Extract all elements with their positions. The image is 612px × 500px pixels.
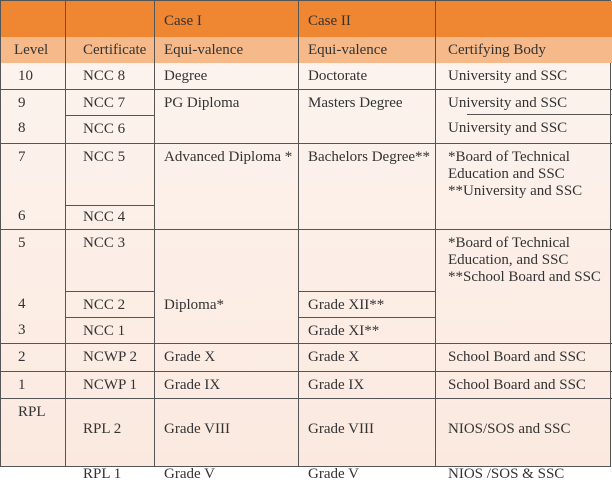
level-cell: RPL bbox=[1, 398, 66, 467]
certifying-body-cell: School Board and SSC bbox=[435, 343, 612, 371]
case2-cell: Doctorate bbox=[298, 63, 436, 89]
case2-line: Grade VIII bbox=[308, 421, 374, 437]
case2-cell: Grade XII** bbox=[298, 291, 436, 317]
certifying-body-cell: University and SSC bbox=[435, 89, 612, 115]
partial-divider bbox=[467, 114, 612, 115]
certifying-body-cell bbox=[435, 398, 612, 482]
header-case-1: Case I bbox=[154, 1, 299, 37]
certificate-cell: NCC 6 bbox=[65, 115, 155, 143]
header-blank-1 bbox=[1, 1, 66, 37]
certifying-body-cell: *Board of Technical Education, and SSC **School Board and SSC bbox=[435, 229, 612, 343]
level-cell: 8 bbox=[18, 120, 26, 136]
header-blank-2 bbox=[65, 1, 155, 37]
case2-cell: Grade X bbox=[298, 343, 436, 371]
case2-cell bbox=[298, 398, 436, 482]
level-cell: 7 bbox=[1, 143, 66, 205]
case2-cell: Bachelors Degree** bbox=[298, 143, 436, 229]
certificate-cell bbox=[65, 398, 155, 482]
certifying-body-cell: School Board and SSC bbox=[435, 371, 612, 398]
header-blank-5 bbox=[435, 1, 612, 37]
level-cell: 5 bbox=[1, 229, 66, 291]
certificate-cell: NCWP 2 bbox=[65, 343, 155, 371]
case1-cell: Grade X bbox=[154, 343, 299, 371]
case2-cell: Masters Degree bbox=[298, 89, 436, 143]
level-cell: 4 bbox=[18, 296, 26, 312]
certificate-cell: NCC 2 bbox=[65, 291, 155, 317]
case1-line: Grade V bbox=[164, 466, 215, 482]
header-certificate: Certificate bbox=[65, 37, 155, 63]
case1-cell: Diploma* bbox=[154, 229, 299, 343]
certifying-body-cell: *Board of Technical Education and SSC **University and SSC bbox=[435, 143, 612, 229]
level-cell: 3 bbox=[18, 322, 26, 338]
certifying-body-cell: University and SSC bbox=[435, 63, 612, 89]
level-cell: 2 bbox=[1, 343, 66, 371]
case2-cell: Grade IX bbox=[298, 371, 436, 398]
certificate-cell: NCWP 1 bbox=[65, 371, 155, 398]
level-cell: 1 bbox=[1, 371, 66, 398]
case2-cell: Grade XI** bbox=[298, 317, 436, 343]
certificate-cell: NCC 8 bbox=[65, 63, 155, 89]
case1-cell: Degree bbox=[154, 63, 299, 89]
certificate-cell: NCC 1 bbox=[65, 317, 155, 343]
case1-cell: Advanced Diploma * bbox=[154, 143, 299, 229]
level-cell: 10 bbox=[18, 68, 33, 84]
certificate-cell: NCC 4 bbox=[65, 205, 155, 229]
case1-cell: PG Diploma bbox=[154, 89, 299, 143]
header-case2-equivalence: Equi-valence bbox=[298, 37, 436, 63]
level-cell: 6 bbox=[18, 208, 26, 224]
certifying-body-line: NIOS /SOS & SSC bbox=[448, 466, 565, 482]
level-cell: 9 bbox=[1, 89, 66, 115]
certificate-cell: NCC 3 bbox=[65, 229, 155, 291]
case1-line: Grade VIII bbox=[164, 421, 230, 437]
certificate-cell: NCC 7 bbox=[65, 89, 155, 115]
certifying-body-line: NIOS/SOS and SSC bbox=[448, 421, 571, 437]
certificate-cell: NCC 5 bbox=[65, 143, 155, 205]
certifying-body-cell: University and SSC bbox=[435, 115, 612, 143]
certificate-line: RPL 1 bbox=[83, 466, 122, 482]
case1-cell: Grade IX bbox=[154, 371, 299, 398]
header-certifying-body: Certifying Body bbox=[435, 37, 612, 63]
case2-cell-empty bbox=[298, 229, 436, 291]
header-case-2: Case II bbox=[298, 1, 436, 37]
header-case1-equivalence: Equi-valence bbox=[154, 37, 299, 63]
case2-line: Grade V bbox=[308, 466, 359, 482]
header-level: Level bbox=[1, 37, 66, 63]
certificate-line: RPL 2 bbox=[83, 421, 122, 437]
case1-cell bbox=[154, 398, 299, 482]
